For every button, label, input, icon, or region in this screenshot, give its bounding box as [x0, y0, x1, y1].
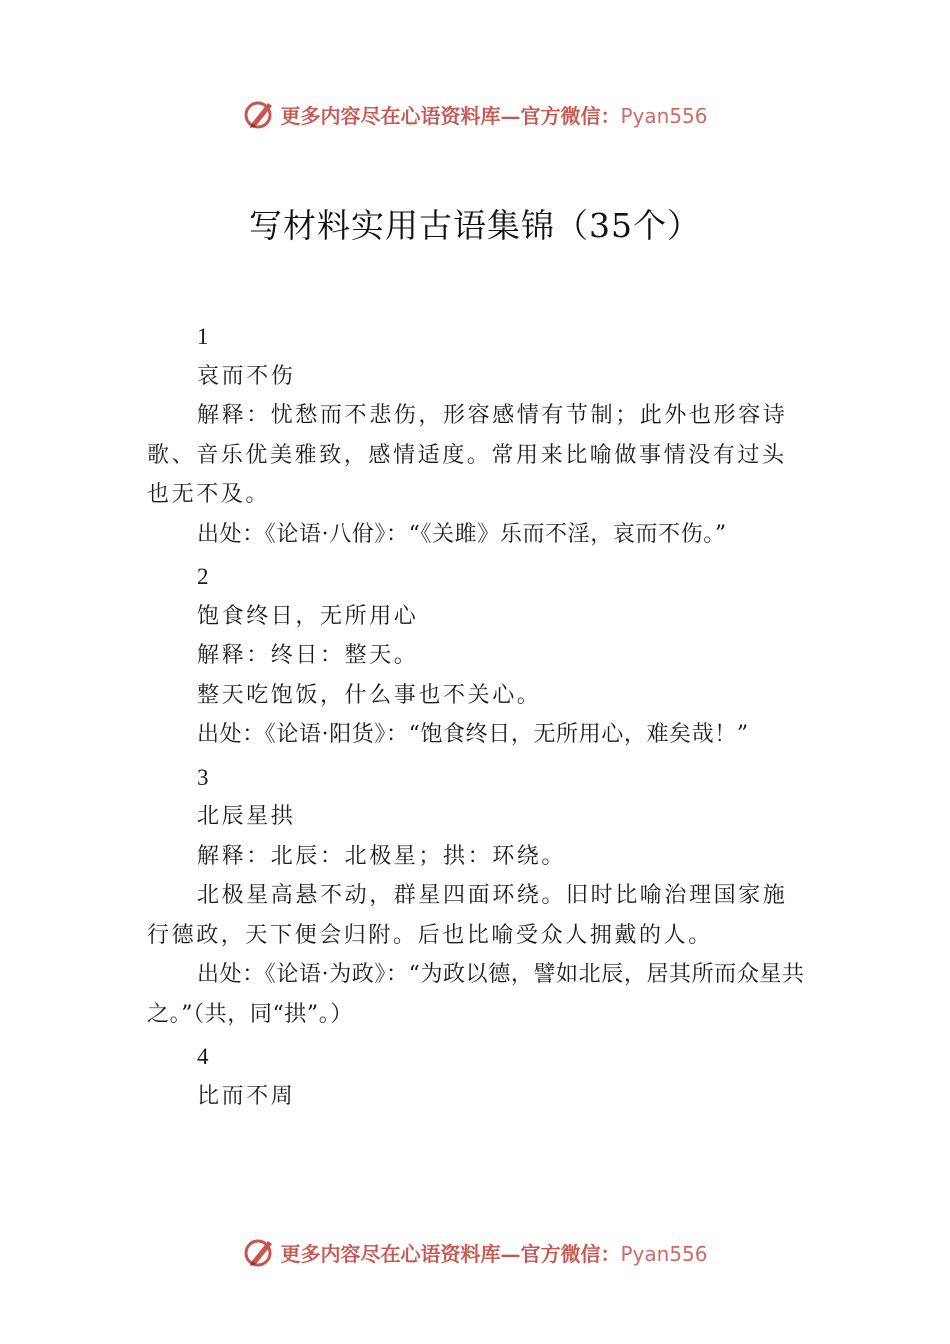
banner-text: 更多内容尽在心语资料库—官方微信：Pyan556 [280, 1241, 708, 1266]
entry-phrase: 饱食终日，无所用心 [197, 603, 419, 629]
entry-source: 出处：《论语·阳货》：“饱食终日，无所用心，难矣哉！” [197, 722, 749, 747]
entry-explanation-detail: 北极星高悬不动，群星四面环绕。旧时比喻治理国家施行德政，天下便会归附。后也比喻受众人拥戴的人。 [147, 883, 788, 948]
entry-explanation: 解释：忧愁而不悲伤，形容感情有节制；此外也形容诗歌、音乐优美雅致，感情适度。常用来比喻做事情没有过头也无不及。 [147, 403, 788, 507]
pen-logo-icon [242, 97, 276, 131]
pen-logo-icon [242, 1235, 276, 1269]
document-body [147, 314, 807, 1116]
page-title: 写材料实用古语集锦（35个） [249, 206, 701, 245]
entry-source: 出处：《论语·为政》：“为政以德，譬如北辰，居其所而众星共之。”（共，同“拱”。） [147, 962, 805, 1027]
entry-explanation: 解释：北辰：北极星；拱：环绕。 [197, 843, 567, 869]
banner-text: 更多内容尽在心语资料库—官方微信：Pyan556 [280, 103, 708, 128]
wechat-id: Pyan556 [620, 103, 708, 128]
entry-phrase: 比而不周 [197, 1083, 296, 1109]
entry-number: 2 [197, 564, 212, 589]
entry-phrase: 哀而不伤 [197, 363, 296, 389]
entry-number: 1 [197, 324, 212, 349]
entry-source: 出处：《论语·八佾》：“《关雎》乐而不淫，哀而不伤。” [197, 521, 727, 547]
entry-phrase: 北辰星拱 [197, 804, 296, 829]
header-banner [0, 94, 950, 134]
entry-number: 3 [197, 764, 212, 790]
wechat-id: Pyan556 [620, 1241, 708, 1266]
entry-explanation-detail: 整天吃饱饭，什么事也不关心。 [197, 682, 542, 708]
entry-number: 4 [197, 1044, 212, 1069]
entry-explanation: 解释：终日：整天。 [197, 643, 419, 668]
footer-banner [0, 1232, 950, 1272]
